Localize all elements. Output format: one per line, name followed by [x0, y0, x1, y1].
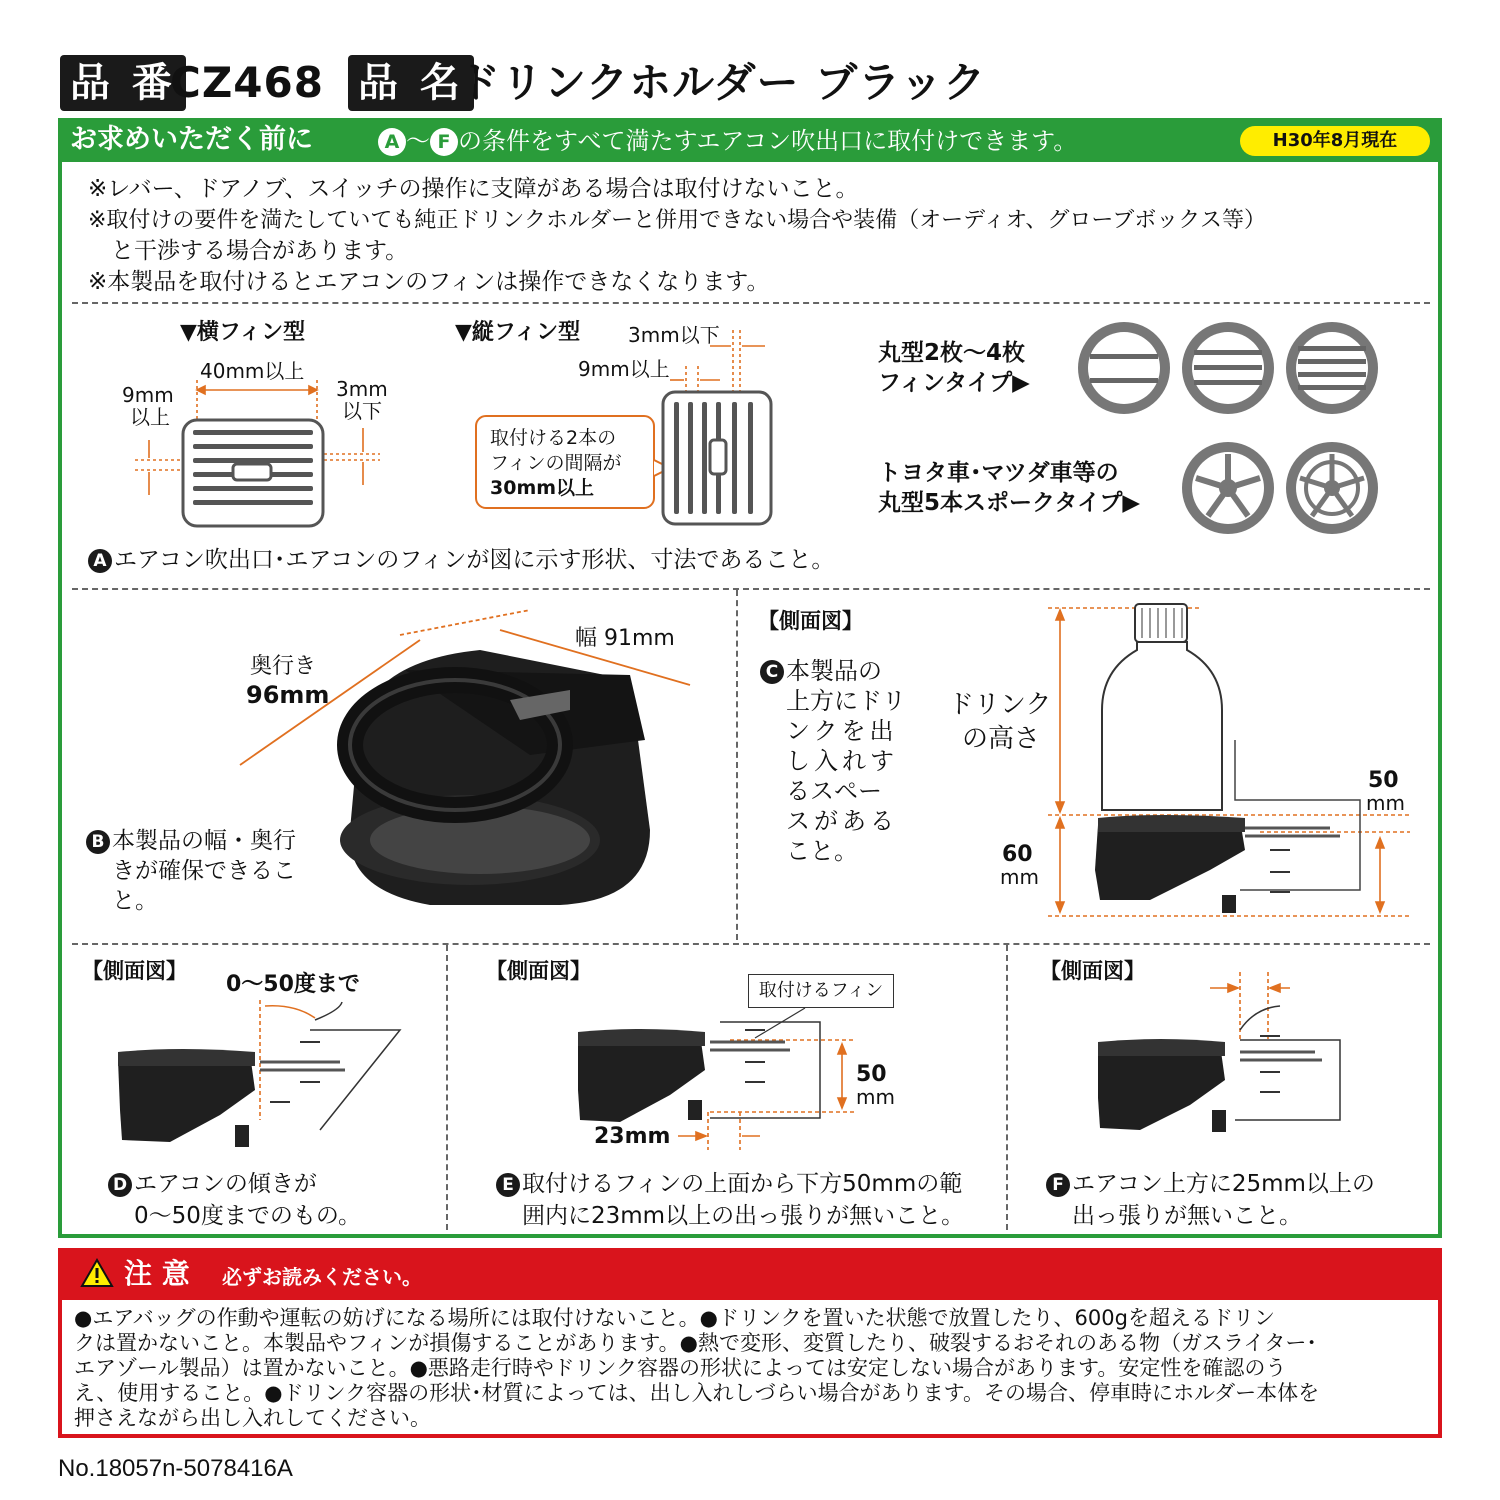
- c-dim-60-1: 60: [1002, 842, 1033, 867]
- e-dim-50-1: 50: [856, 1062, 887, 1087]
- caution-title: 注 意: [124, 1257, 190, 1290]
- section-d-line-2: 0〜50度までのもの。: [134, 1203, 361, 1229]
- section-f-line-2: 出っ張りが無いこと。: [1072, 1203, 1302, 1229]
- section-d-line-1: D エアコンの傾きが: [108, 1168, 361, 1200]
- round-5-label-2: 丸型5本スポークタイプ▶: [878, 490, 1141, 516]
- c-dim-60-2: mm: [1000, 865, 1039, 889]
- letter-c-icon: C: [760, 660, 784, 684]
- product-name: ドリンクホルダー ブラック: [458, 58, 987, 107]
- section-b-caption: [86, 826, 296, 916]
- divider-v-bc: [736, 590, 738, 940]
- part-no: CZ468: [170, 58, 324, 107]
- divider-2: [72, 588, 1430, 590]
- document-number: No.18057n-5078416A: [58, 1455, 293, 1482]
- caution-line-1: ●エアバッグの作動や運転の妨げになる場所には取付けないこと。●ドリンクを置いた状態で放置したり、600gを超えるドリン: [74, 1306, 1275, 1330]
- letter-f-icon: F: [1046, 1173, 1070, 1197]
- section-b-line-2: きが確保できるこ: [112, 858, 296, 884]
- round-5-label-1: トヨタ車･マツダ車等の: [878, 460, 1119, 486]
- drink-height-label-2: の高さ: [962, 724, 1041, 754]
- letter-e-icon: E: [496, 1173, 520, 1197]
- caution-line-2: クは置かないこと。本製品やフィンが損傷することがあります。●熱で変形、変質したり、破裂するおそれのある物（ガスライター･: [74, 1331, 1317, 1355]
- depth-label-2: 96mm: [246, 681, 330, 709]
- caution-line-3: エアゾール製品）は置かないこと。●悪路走行時やドリンク容器の形状によっては安定しない場合があります。安定性を確認のう: [74, 1356, 1287, 1380]
- section-c-caption: [760, 656, 906, 866]
- section-c-line-2: 上方にドリ: [786, 687, 906, 715]
- section-c-line-5: るスペー: [786, 777, 882, 805]
- drink-height-label-1: ドリンク: [948, 690, 1052, 720]
- c-dim-50-1: 50: [1368, 768, 1399, 793]
- e-dim-50-2: mm: [856, 1085, 895, 1109]
- conditions-title: お求めいただく前に: [70, 124, 313, 155]
- section-f-caption: [1046, 1168, 1375, 1232]
- conditions-text: [378, 122, 1077, 160]
- divider-1: [72, 302, 1430, 304]
- product-name-label: 品 名: [348, 55, 474, 111]
- h-gap-left-1: 9mm: [122, 383, 174, 407]
- note-2: ※取付けの要件を満たしていても純正ドリンクホルダーと併用できない場合や装備（オーディオ、グローブボックス等）: [88, 208, 1267, 233]
- horizontal-fin-diagram: [125, 370, 385, 530]
- v-mid-label: 9mm以上: [578, 357, 670, 381]
- horizontal-fin-title: ▼横フィン型: [180, 320, 306, 345]
- caution-subtitle: 必ずお読みください。: [222, 1265, 422, 1289]
- fin-label: 取付けるフィン: [748, 974, 894, 1008]
- round-fin-icons: [1070, 318, 1390, 548]
- holder-product-image: [230, 600, 710, 930]
- tilde: 〜: [406, 127, 430, 155]
- section-f-line-1: F エアコン上方に25mm以上の: [1046, 1168, 1375, 1200]
- note-1: ※レバー、ドアノブ、スイッチの操作に支障がある場合は取付けないこと。: [88, 176, 859, 202]
- vertical-fin-title: ▼縦フィン型: [455, 320, 581, 345]
- depth-label-1: 奥行き: [250, 654, 317, 679]
- note-3: と干渉する場合があります。: [88, 238, 409, 264]
- angle-label: 0〜50度まで: [226, 972, 360, 997]
- protrusion-side-diagram: [570, 1000, 860, 1160]
- round-2-4-label-1: 丸型2枚〜4枚: [878, 340, 1026, 366]
- round-2-4-label-2: フィンタイプ▶: [878, 370, 1030, 396]
- h-width-label: 40mm以上: [200, 359, 305, 383]
- callout-line-2: フィンの間隔が: [490, 452, 622, 474]
- date-badge: H30年8月現在: [1240, 126, 1430, 156]
- note-4: ※本製品を取付けるとエアコンのフィンは操作できなくなります。: [88, 269, 770, 295]
- section-a-caption: [88, 545, 834, 575]
- letter-f-badge: F: [430, 128, 458, 156]
- v-top-label: 3mm以下: [628, 323, 720, 347]
- section-b-line-3: と。: [112, 888, 158, 914]
- caution-line-5: 押さえながら出し入れしてください。: [74, 1406, 431, 1430]
- section-c-line-3: ンクを出: [786, 717, 898, 745]
- h-gap-right-2: 以下: [342, 399, 382, 423]
- side-view-bottle-diagram: [1040, 600, 1420, 930]
- letter-a-icon: A: [88, 549, 112, 573]
- letter-d-icon: D: [108, 1173, 132, 1197]
- section-e-side-label: 【側面図】: [486, 959, 591, 983]
- section-e-line-1: E 取付けるフィンの上面から下方50mmの範: [496, 1168, 964, 1200]
- part-no-label: 品 番: [60, 55, 186, 111]
- section-e-caption: [496, 1168, 964, 1232]
- caution-line-4: え、使用すること。●ドリンク容器の形状･材質によっては、出し入れしづらい場合があります。その場合、停車時にホルダー本体を: [74, 1381, 1320, 1405]
- c-dim-50-2: mm: [1366, 791, 1405, 815]
- section-c-line-7: こと。: [786, 837, 858, 865]
- section-b-line-1: B 本製品の幅・奥行: [86, 826, 296, 856]
- section-d-caption: [108, 1168, 361, 1232]
- section-c-line-6: スがある: [786, 807, 898, 835]
- section-d-side-label: 【側面図】: [82, 959, 187, 983]
- conditions-sentence: の条件をすべて満たすエアコン吹出口に取付けできます。: [458, 127, 1078, 155]
- caution-text: [74, 1306, 1434, 1431]
- divider-3: [72, 943, 1430, 945]
- e-dim-23: 23mm: [594, 1124, 671, 1149]
- section-e-line-2: 囲内に23mm以上の出っ張りが無いこと。: [522, 1203, 965, 1229]
- letter-b-icon: B: [86, 830, 110, 854]
- section-c-line-4: し入れす: [786, 747, 898, 775]
- section-c-line-1: C 本製品の: [760, 656, 906, 686]
- section-c-side-label: 【側面図】: [758, 609, 863, 633]
- width-label: 幅 91mm: [575, 626, 675, 651]
- letter-a-badge: A: [378, 128, 406, 156]
- tilt-side-diagram: [110, 990, 430, 1160]
- callout-line-1: 取付ける2本の: [490, 427, 617, 449]
- section-f-side-label: 【側面図】: [1040, 959, 1145, 983]
- h-gap-left-2: 以上: [130, 405, 170, 429]
- warning-icon: [80, 1258, 114, 1288]
- divider-v-de: [446, 945, 448, 1230]
- notes-list: [88, 174, 1433, 298]
- h-gap-right-1: 3mm: [336, 377, 388, 401]
- divider-v-ef: [1006, 945, 1008, 1230]
- callout-line-3: 30mm以上: [490, 477, 595, 499]
- upper-clearance-side-diagram: [1090, 970, 1350, 1150]
- section-a-text: エアコン吹出口･エアコンのフィンが図に示す形状、寸法であること。: [114, 547, 835, 573]
